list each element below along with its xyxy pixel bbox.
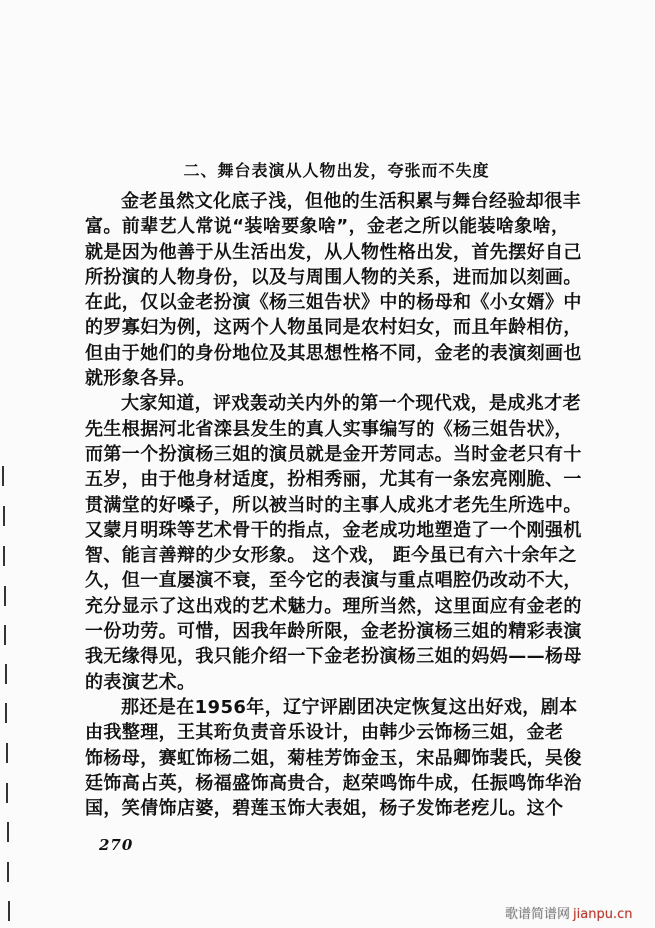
margin-mark-line — [4, 625, 6, 645]
text-line: 所扮演的人物身份，以及与周围人物的关系，进而加以刻画。 — [85, 266, 582, 288]
text-line: 又蒙月明珠等艺术骨干的指点，金老成功地塑造了一个刚强机 — [85, 519, 582, 541]
margin-mark-line — [5, 703, 7, 723]
text-line: 贯满堂的好嗓子，所以被当时的主事人成兆才老先生所选中。 — [85, 494, 582, 516]
margin-mark-line — [5, 664, 7, 684]
margin-mark-line — [7, 862, 9, 882]
body-text — [85, 189, 582, 821]
page-number: 270 — [99, 836, 134, 854]
margin-mark-line — [2, 466, 4, 486]
watermark — [505, 903, 632, 922]
watermark-url: jianpu.cn — [573, 907, 633, 922]
text-line: 廷饰高占英，杨福盛饰高贵合，赵荣鸣饰牛成，任振鸣饰华治 — [85, 772, 582, 794]
text-line: 五岁，由于他身材适度，扮相秀丽，尤其有一条宏亮刚脆、一 — [85, 469, 582, 491]
text-line: 金老虽然文化底子浅，但他的生活积累与舞台经验却很丰 — [121, 191, 581, 212]
margin-mark-line — [6, 743, 8, 763]
text-line: 充分显示了这出戏的艺术魅力。理所当然，这里面应有金老的 — [85, 595, 582, 617]
margin-mark-line — [7, 822, 9, 842]
margin-mark-line — [6, 783, 8, 803]
watermark-site-name: 歌谱简谱网 — [505, 907, 571, 922]
text-line: 先生根据河北省滦县发生的真人实事编写的《杨三姐告状》， — [85, 418, 573, 440]
text-line: 智、能言善辩的少女形象。 这个戏， 距今虽已有六十余年之 — [85, 545, 577, 567]
text-line: 由我整理，王其珩负责音乐设计，由韩少云饰杨三姐，金老 — [85, 722, 564, 744]
text-line: 久，但一直屡演不衰，至今它的表演与重点唱腔仍改动不大， — [85, 570, 582, 592]
margin-mark-line — [4, 586, 6, 606]
text-line: 但由于她们的身份地位及其思想性格不同，金老的表演刻画也 — [85, 342, 582, 364]
text-line: 大家知道，评戏轰动关内外的第一个现代戏，是成兆才老 — [121, 393, 581, 415]
margin-mark-line — [8, 901, 10, 921]
text-line: 在此，仅以金老扮演《杨三姐告状》中的杨母和《小女婿》中 — [85, 292, 582, 314]
section-heading: 二、舞台表演从人物出发，夸张而不失度 — [183, 161, 490, 180]
text-line: 富。前辈艺人常说“装啥要象啥”，金老之所以能装啥象啥， — [85, 216, 570, 238]
margin-mark-line — [3, 546, 5, 566]
text-line: 我无缘得见，我只能介绍一下金老扮演杨三姐的妈妈——杨母 — [85, 646, 582, 668]
text-line: 就形象各异。 — [85, 368, 196, 390]
text-line: 的表演艺术。 — [85, 671, 196, 693]
text-line: 而第一个扮演杨三姐的演员就是金开芳同志。当时金老只有十 — [85, 443, 582, 465]
margin-mark-line — [3, 506, 5, 526]
text-line: 国，笑倩饰店婆，碧莲玉饰大表姐，杨子发饰老疙儿。这个 — [85, 798, 564, 820]
text-line: 饰杨母，赛虹饰杨二姐，菊桂芳饰金玉，宋品卿饰裴氏，吴俊 — [85, 747, 582, 769]
text-line: 的罗寡妇为例，这两个人物虽同是农村妇女，而且年龄相仿， — [85, 317, 582, 339]
text-line: 就是因为他善于从生活出发，从人物性格出发，首先摆好自己 — [85, 241, 582, 263]
text-line: 那还是在1956年，辽宁评剧团决定恢复这出好戏，剧本 — [121, 696, 578, 718]
text-line: 一份功劳。可惜，因我年龄所限，金老扮演杨三姐的精彩表演 — [85, 621, 582, 643]
